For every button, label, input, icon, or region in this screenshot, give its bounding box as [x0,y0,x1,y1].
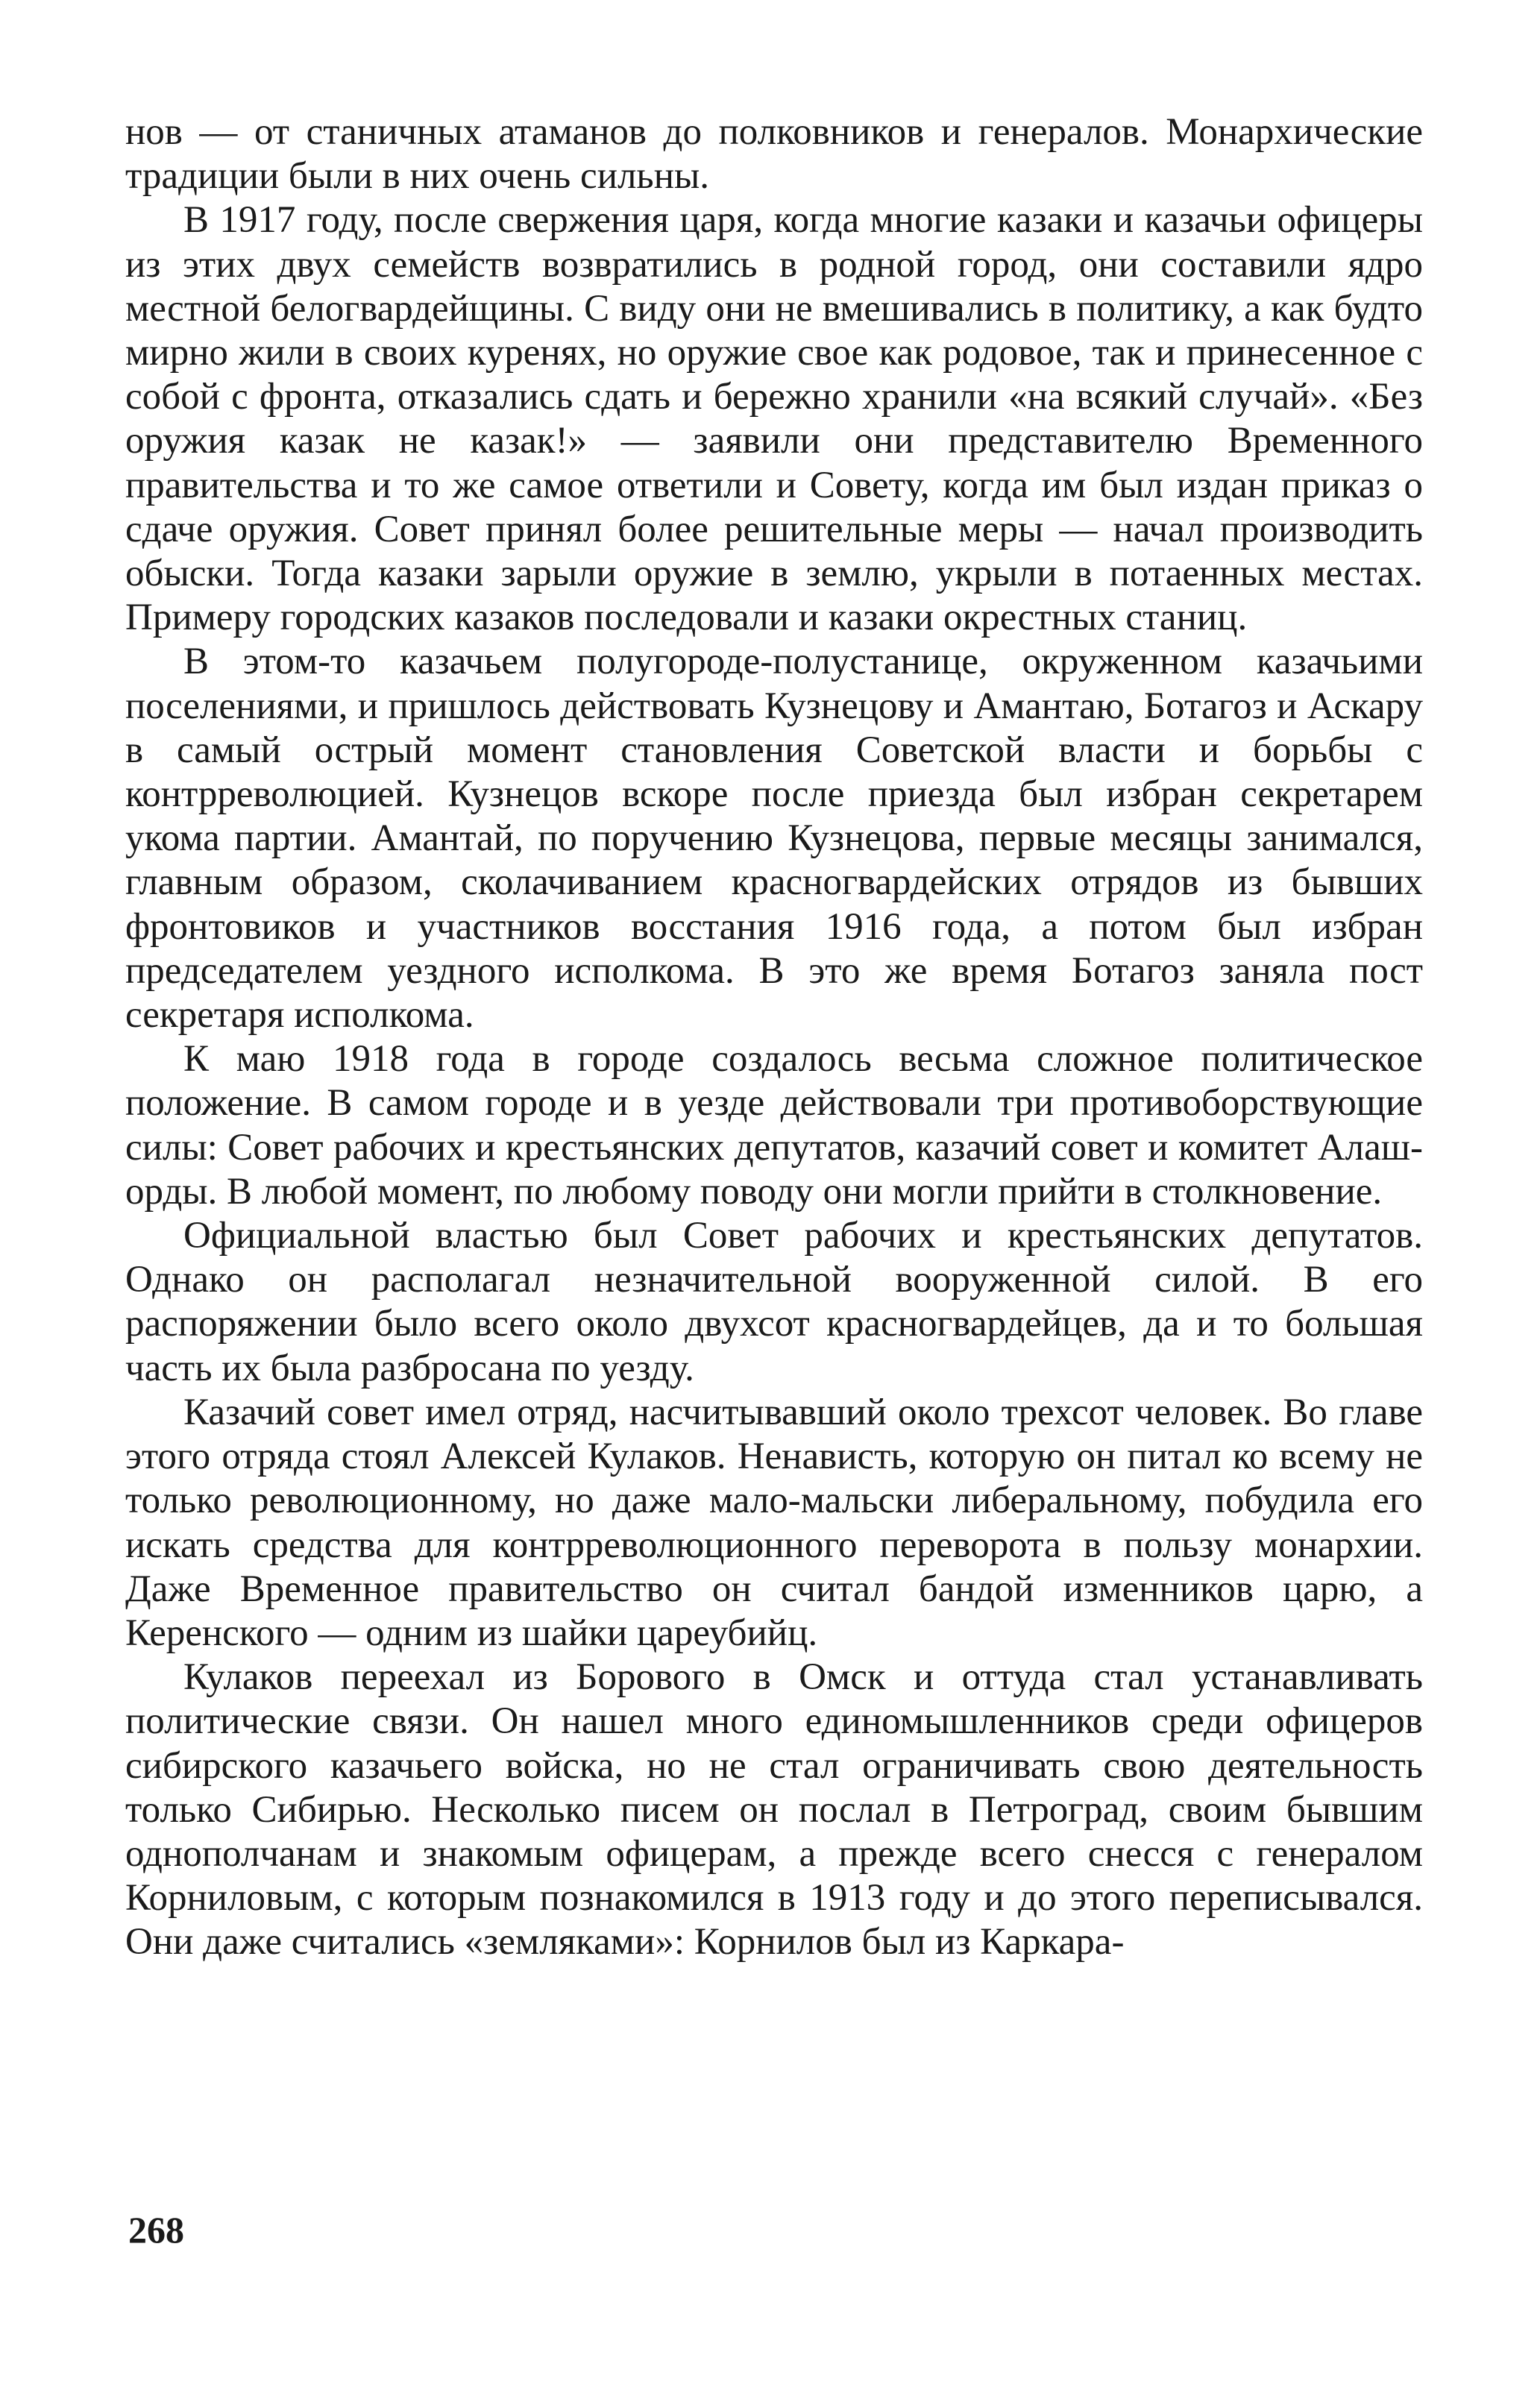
paragraph: В этом-то казачьем полугороде-полустанице, окруженном казачьими поселениями, и пришлось действовать Кузнецову и Амантаю, Ботагоз и Аскару в самый острый момент становления Советской власти и борьбы с контрреволюцией. Кузнецов вскоре после приезда был избран секретарем укома партии. Амантай, по поручению Кузнецова, первые месяцы занимался, главным образом, сколачиванием красногвардейских отрядов из бывших фронтовиков и участников восстания 1916 года, а потом был избран председателем уездного исполкома. В это же время Ботагоз заняла пост секретаря исполкома. [125,641,1423,1037]
body-text [125,110,1423,1965]
paragraph: В 1917 году, после свержения царя, когда многие казаки и казачьи офицеры из этих двух семейств возвратились в родной город, они составили ядро местной белогвардейщины. С виду они не вмешивались в политику, а как будто мирно жили в своих куренях, но оружие свое как родовое, так и принесенное с собой с фронта, отказались сдать и бережно хранили «на всякий случай». «Без оружия казак не казак!» — заявили они представителю Временного правительства и то же самое ответили и Совету, когда им был издан приказ о сдаче оружия. Совет принял более решительные меры — начал производить обыски. Тогда казаки зарыли оружие в землю, укрыли в потаенных местах. Примеру городских казаков последовали и казаки окрестных станиц. [125,199,1423,639]
paragraph: Официальной властью был Совет рабочих и крестьянских депутатов. Однако он располагал незначительной вооруженной силой. В его распоряжении было всего около двухсот красногвардейцев, да и то большая часть их была разбросана по уезду. [125,1215,1423,1389]
paragraph: Казачий совет имел отряд, насчитывавший около трехсот человек. Во главе этого отряда стоял Алексей Кулаков. Ненависть, которую он питал ко всему не только революционному, но даже мало-мальски либеральному, побудила его искать средства для контрреволюционного переворота в пользу монархии. Даже Временное правительство он считал бандой изменников царю, а Керенского — одним из шайки цареубийц. [125,1391,1423,1654]
paragraph: Кулаков переехал из Борового в Омск и оттуда стал устанавливать политические связи. Он нашел много единомышленников среди офицеров сибирского казачьего войска, но не стал ограничивать свою деятельность только Сибирью. Несколько писем он послал в Петроград, своим бывшим однополчанам и знакомым офицерам, а прежде всего снесся с генералом Корниловым, с которым познакомился в 1913 году и до этого переписывался. Они даже считались «земляками»: Корнилов был из Каркара- [125,1656,1423,1964]
paragraph: К маю 1918 года в городе создалось весьма сложное политическое положение. В самом городе и в уезде действовали три противоборствующие силы: Совет рабочих и крестьянских депутатов, казачий совет и комитет Алаш-орды. В любой момент, по любому поводу они могли прийти в столкновение. [125,1038,1423,1213]
page-number: 268 [128,2209,184,2251]
paragraph-continued: нов — от станичных атаманов до полковников и генералов. Монархические традиции были в них очень сильны. [125,111,1423,198]
